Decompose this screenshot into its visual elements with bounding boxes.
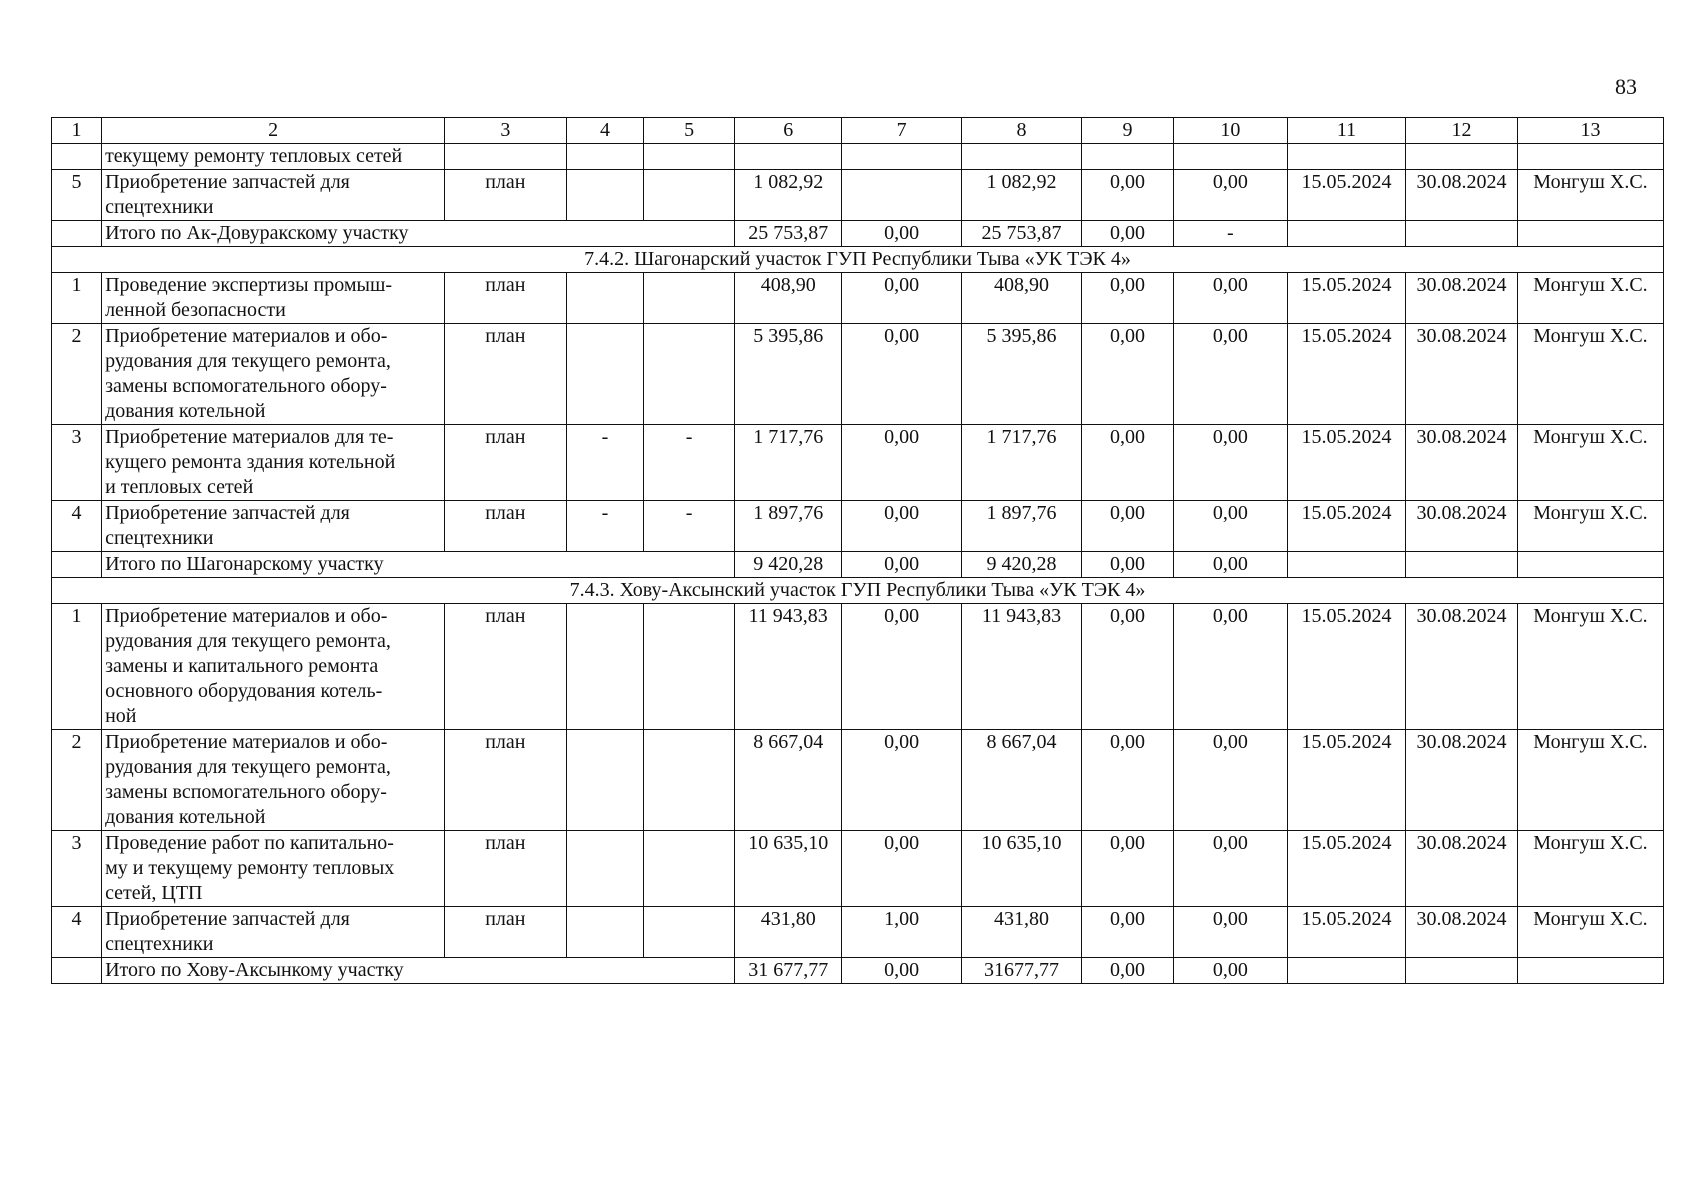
item-col8: 408,90 xyxy=(961,273,1081,324)
item-status: план xyxy=(445,501,566,552)
table-row xyxy=(52,170,1664,221)
item-start-date: 15.05.2024 xyxy=(1287,831,1405,907)
budget-table xyxy=(51,117,1664,984)
item-description: Приобретение запчастей для спецтехники xyxy=(102,170,445,221)
item-col6: 10 635,10 xyxy=(734,831,842,907)
item-col7: 0,00 xyxy=(842,324,961,425)
total-row xyxy=(52,958,1664,984)
row-number: 5 xyxy=(52,170,102,221)
row-number: 4 xyxy=(52,907,102,958)
column-number: 8 xyxy=(961,118,1081,144)
column-number-row xyxy=(52,118,1664,144)
item-end-date: 30.08.2024 xyxy=(1406,831,1518,907)
total-col7: 0,00 xyxy=(842,958,961,984)
item-end-date: 30.08.2024 xyxy=(1406,324,1518,425)
section-header xyxy=(52,578,1664,604)
total-row xyxy=(52,552,1664,578)
item-col5 xyxy=(644,907,735,958)
item-col6: 5 395,86 xyxy=(734,324,842,425)
item-col9: 0,00 xyxy=(1082,324,1174,425)
item-col5 xyxy=(644,730,735,831)
column-number: 1 xyxy=(52,118,102,144)
total-col7: 0,00 xyxy=(842,552,961,578)
total-col6: 31 677,77 xyxy=(734,958,842,984)
total-label: Итого по Ак-Довуракскому участку xyxy=(102,221,735,247)
item-responsible: Монгуш Х.С. xyxy=(1517,425,1663,501)
item-col6: 1 082,92 xyxy=(734,170,842,221)
column-number: 2 xyxy=(102,118,445,144)
item-col10: 0,00 xyxy=(1173,273,1287,324)
item-description: Проведение работ по капитально- му и текущему ремонту тепловых сетей, ЦТП xyxy=(102,831,445,907)
item-col8: 1 082,92 xyxy=(961,170,1081,221)
item-status: план xyxy=(445,324,566,425)
item-col9: 0,00 xyxy=(1082,907,1174,958)
item-col4 xyxy=(566,831,644,907)
empty-cell xyxy=(1406,144,1518,170)
item-col7: 0,00 xyxy=(842,831,961,907)
empty-cell xyxy=(52,958,102,984)
item-responsible: Монгуш Х.С. xyxy=(1517,273,1663,324)
row-number: 2 xyxy=(52,730,102,831)
empty-cell xyxy=(1406,221,1518,247)
item-end-date: 30.08.2024 xyxy=(1406,730,1518,831)
item-end-date: 30.08.2024 xyxy=(1406,604,1518,730)
table-row xyxy=(52,425,1664,501)
column-number: 7 xyxy=(842,118,961,144)
item-col6: 1 897,76 xyxy=(734,501,842,552)
total-col9: 0,00 xyxy=(1082,958,1174,984)
column-number: 13 xyxy=(1517,118,1663,144)
item-col7: 0,00 xyxy=(842,730,961,831)
item-description: Приобретение материалов и обо- рудования для текущего ремонта, замены и капитального ремонта основного оборудования котель- ной xyxy=(102,604,445,730)
item-col9: 0,00 xyxy=(1082,273,1174,324)
empty-cell xyxy=(445,144,566,170)
item-status: план xyxy=(445,604,566,730)
item-status: план xyxy=(445,907,566,958)
empty-cell xyxy=(644,144,735,170)
item-col10: 0,00 xyxy=(1173,907,1287,958)
total-col7: 0,00 xyxy=(842,221,961,247)
item-col4 xyxy=(566,170,644,221)
empty-cell xyxy=(1287,144,1405,170)
item-description: Приобретение материалов и обо- рудования для текущего ремонта, замены вспомогательного обору- дования котельной xyxy=(102,324,445,425)
table-row xyxy=(52,730,1664,831)
row-number: 1 xyxy=(52,273,102,324)
item-col5: - xyxy=(644,501,735,552)
item-col8: 10 635,10 xyxy=(961,831,1081,907)
item-col6: 11 943,83 xyxy=(734,604,842,730)
section-title: 7.4.3. Хову-Аксынский участок ГУП Республики Тыва «УК ТЭК 4» xyxy=(52,578,1664,604)
item-col4 xyxy=(566,907,644,958)
item-end-date: 30.08.2024 xyxy=(1406,170,1518,221)
item-col9: 0,00 xyxy=(1082,604,1174,730)
item-col9: 0,00 xyxy=(1082,730,1174,831)
item-col4 xyxy=(566,273,644,324)
item-col10: 0,00 xyxy=(1173,324,1287,425)
item-responsible: Монгуш Х.С. xyxy=(1517,730,1663,831)
row-number: 3 xyxy=(52,425,102,501)
total-col6: 9 420,28 xyxy=(734,552,842,578)
item-start-date: 15.05.2024 xyxy=(1287,170,1405,221)
item-col8: 8 667,04 xyxy=(961,730,1081,831)
item-col9: 0,00 xyxy=(1082,425,1174,501)
item-col6: 431,80 xyxy=(734,907,842,958)
item-col5 xyxy=(644,324,735,425)
item-start-date: 15.05.2024 xyxy=(1287,907,1405,958)
item-col6: 8 667,04 xyxy=(734,730,842,831)
item-col10: 0,00 xyxy=(1173,831,1287,907)
column-number: 6 xyxy=(734,118,842,144)
item-col7: 0,00 xyxy=(842,501,961,552)
item-col6: 1 717,76 xyxy=(734,425,842,501)
item-col7 xyxy=(842,170,961,221)
item-col10: 0,00 xyxy=(1173,425,1287,501)
row-number: 4 xyxy=(52,501,102,552)
item-col5 xyxy=(644,273,735,324)
item-responsible: Монгуш Х.С. xyxy=(1517,324,1663,425)
item-start-date: 15.05.2024 xyxy=(1287,604,1405,730)
row-number: 1 xyxy=(52,604,102,730)
section-header xyxy=(52,247,1664,273)
item-status: план xyxy=(445,170,566,221)
item-col10: 0,00 xyxy=(1173,730,1287,831)
total-col10: 0,00 xyxy=(1173,552,1287,578)
item-col4: - xyxy=(566,501,644,552)
item-col10: 0,00 xyxy=(1173,501,1287,552)
total-col6: 25 753,87 xyxy=(734,221,842,247)
empty-cell xyxy=(734,144,842,170)
continuation-row xyxy=(52,144,1664,170)
total-col10: 0,00 xyxy=(1173,958,1287,984)
column-number: 9 xyxy=(1082,118,1174,144)
empty-cell xyxy=(1517,958,1663,984)
item-col8: 1 717,76 xyxy=(961,425,1081,501)
column-number: 4 xyxy=(566,118,644,144)
table-row xyxy=(52,501,1664,552)
item-responsible: Монгуш Х.С. xyxy=(1517,831,1663,907)
item-col4 xyxy=(566,324,644,425)
empty-cell xyxy=(1287,552,1405,578)
item-col10: 0,00 xyxy=(1173,604,1287,730)
item-col8: 11 943,83 xyxy=(961,604,1081,730)
item-start-date: 15.05.2024 xyxy=(1287,425,1405,501)
item-description: Проведение экспертизы промыш- ленной безопасности xyxy=(102,273,445,324)
item-col8: 5 395,86 xyxy=(961,324,1081,425)
empty-cell xyxy=(1517,144,1663,170)
empty-cell xyxy=(1173,144,1287,170)
item-col4: - xyxy=(566,425,644,501)
continuation-text: текущему ремонту тепловых сетей xyxy=(102,144,445,170)
column-number: 12 xyxy=(1406,118,1518,144)
empty-cell xyxy=(566,144,644,170)
total-col8: 9 420,28 xyxy=(961,552,1081,578)
item-status: план xyxy=(445,425,566,501)
table-row xyxy=(52,273,1664,324)
item-description: Приобретение материалов и обо- рудования для текущего ремонта, замены вспомогательного обору- дования котельной xyxy=(102,730,445,831)
column-number: 10 xyxy=(1173,118,1287,144)
item-start-date: 15.05.2024 xyxy=(1287,324,1405,425)
total-col8: 31677,77 xyxy=(961,958,1081,984)
item-col4 xyxy=(566,730,644,831)
empty-cell xyxy=(1082,144,1174,170)
total-col9: 0,00 xyxy=(1082,552,1174,578)
row-number: 2 xyxy=(52,324,102,425)
item-col5 xyxy=(644,604,735,730)
section-title: 7.4.2. Шагонарский участок ГУП Республики Тыва «УК ТЭК 4» xyxy=(52,247,1664,273)
item-col8: 431,80 xyxy=(961,907,1081,958)
item-col9: 0,00 xyxy=(1082,831,1174,907)
item-col6: 408,90 xyxy=(734,273,842,324)
table-row xyxy=(52,324,1664,425)
column-number: 5 xyxy=(644,118,735,144)
item-col10: 0,00 xyxy=(1173,170,1287,221)
empty-cell xyxy=(842,144,961,170)
item-responsible: Монгуш Х.С. xyxy=(1517,170,1663,221)
item-responsible: Монгуш Х.С. xyxy=(1517,907,1663,958)
item-col9: 0,00 xyxy=(1082,170,1174,221)
item-col5 xyxy=(644,170,735,221)
total-label: Итого по Хову-Аксынкому участку xyxy=(102,958,735,984)
item-start-date: 15.05.2024 xyxy=(1287,273,1405,324)
item-col7: 1,00 xyxy=(842,907,961,958)
item-col4 xyxy=(566,604,644,730)
empty-cell xyxy=(1517,552,1663,578)
item-status: план xyxy=(445,730,566,831)
empty-cell xyxy=(52,552,102,578)
item-status: план xyxy=(445,831,566,907)
total-label: Итого по Шагонарскому участку xyxy=(102,552,735,578)
empty-cell xyxy=(52,144,102,170)
item-end-date: 30.08.2024 xyxy=(1406,501,1518,552)
item-status: план xyxy=(445,273,566,324)
item-end-date: 30.08.2024 xyxy=(1406,907,1518,958)
item-col7: 0,00 xyxy=(842,273,961,324)
item-col5: - xyxy=(644,425,735,501)
item-col7: 0,00 xyxy=(842,604,961,730)
item-col9: 0,00 xyxy=(1082,501,1174,552)
row-number: 3 xyxy=(52,831,102,907)
item-start-date: 15.05.2024 xyxy=(1287,501,1405,552)
total-row xyxy=(52,221,1664,247)
item-start-date: 15.05.2024 xyxy=(1287,730,1405,831)
item-description: Приобретение запчастей для спецтехники xyxy=(102,501,445,552)
item-end-date: 30.08.2024 xyxy=(1406,273,1518,324)
column-number: 11 xyxy=(1287,118,1405,144)
item-end-date: 30.08.2024 xyxy=(1406,425,1518,501)
page-number: 83 xyxy=(1615,74,1637,99)
item-col8: 1 897,76 xyxy=(961,501,1081,552)
item-responsible: Монгуш Х.С. xyxy=(1517,501,1663,552)
empty-cell xyxy=(1406,958,1518,984)
empty-cell xyxy=(1287,221,1405,247)
item-col5 xyxy=(644,831,735,907)
total-col10: - xyxy=(1173,221,1287,247)
empty-cell xyxy=(961,144,1081,170)
table-row xyxy=(52,907,1664,958)
item-responsible: Монгуш Х.С. xyxy=(1517,604,1663,730)
item-description: Приобретение запчастей для спецтехники xyxy=(102,907,445,958)
table-row xyxy=(52,831,1664,907)
empty-cell xyxy=(1406,552,1518,578)
empty-cell xyxy=(52,221,102,247)
total-col8: 25 753,87 xyxy=(961,221,1081,247)
empty-cell xyxy=(1517,221,1663,247)
item-col7: 0,00 xyxy=(842,425,961,501)
total-col9: 0,00 xyxy=(1082,221,1174,247)
column-number: 3 xyxy=(445,118,566,144)
item-description: Приобретение материалов для те- кущего ремонта здания котельной и тепловых сетей xyxy=(102,425,445,501)
table-row xyxy=(52,604,1664,730)
empty-cell xyxy=(1287,958,1405,984)
